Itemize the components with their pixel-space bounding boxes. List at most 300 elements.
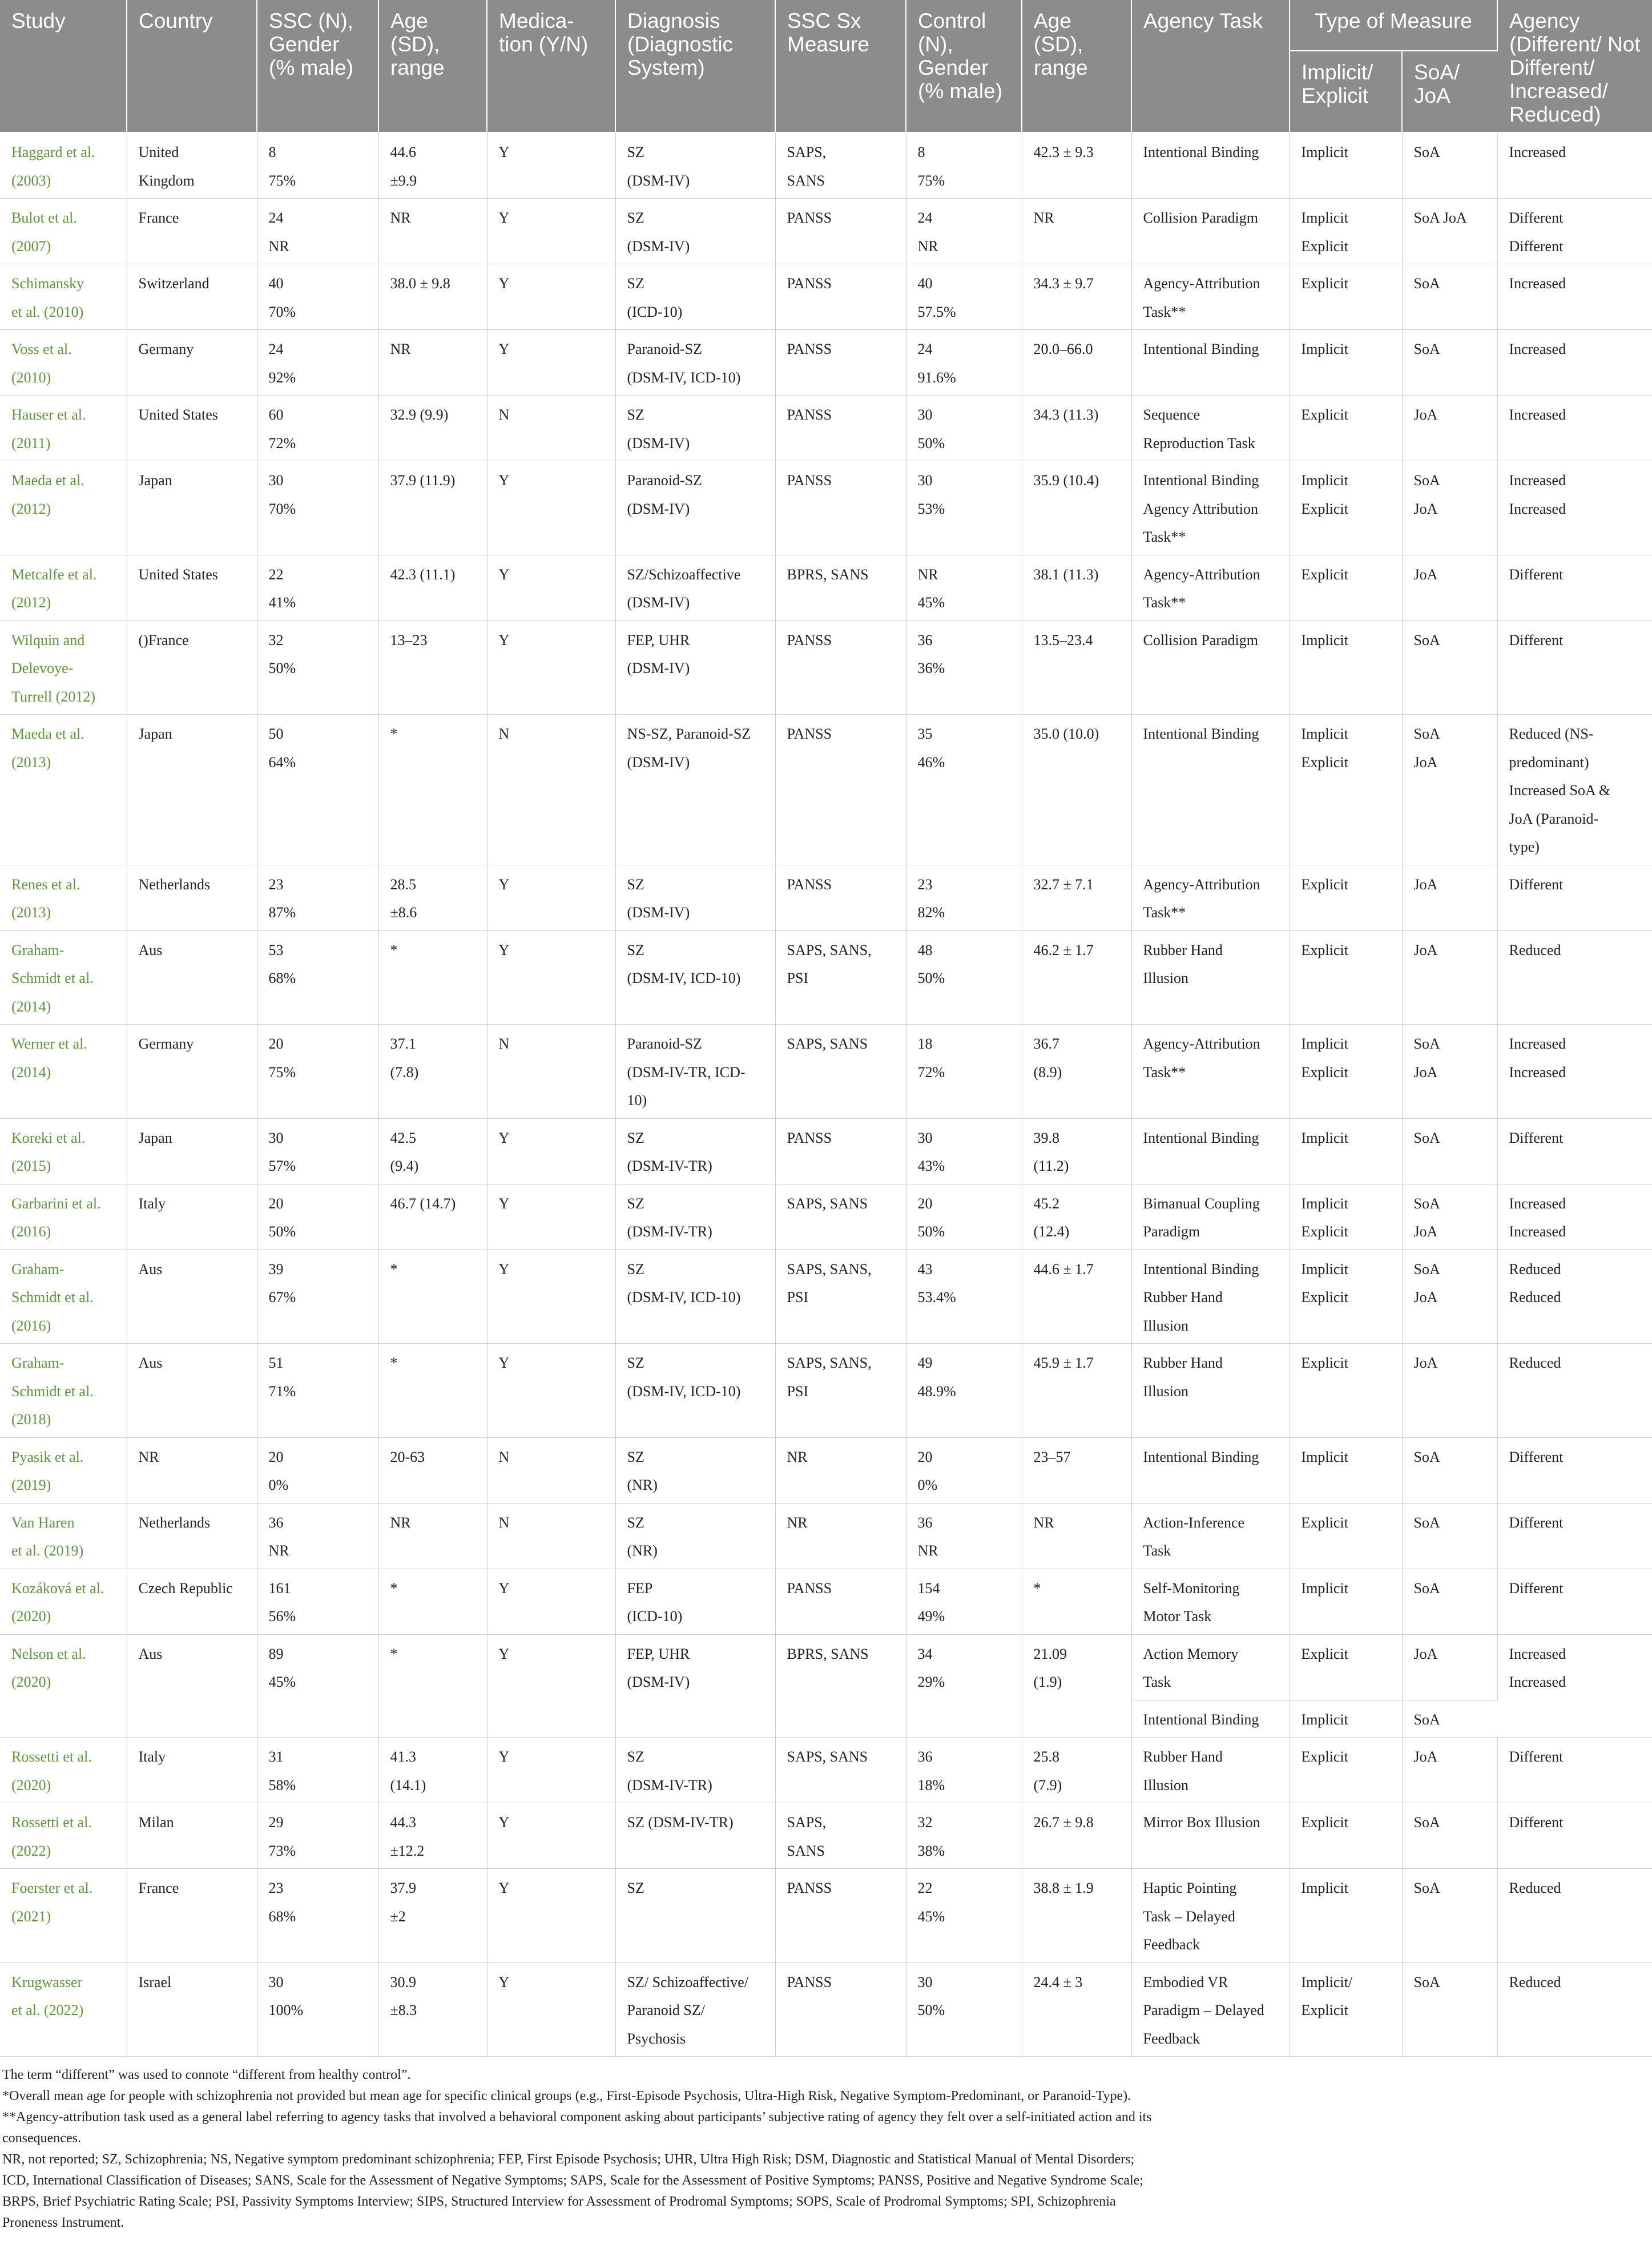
header-medication: Medica-tion (Y/N)	[487, 0, 615, 132]
cell-diagnosis: SZ (DSM-IV)	[615, 132, 775, 199]
cell-soa-joa: JoA	[1402, 396, 1497, 461]
cell-medication: N	[487, 1025, 615, 1119]
cell-age: 13–23	[378, 620, 487, 715]
table-row	[0, 555, 1652, 620]
cell-implicit-explicit: Implicit	[1290, 1869, 1402, 1963]
cell-control-age: 23–57	[1022, 1437, 1131, 1503]
cell-agency: Different	[1497, 620, 1652, 715]
cell-soa-joa: SoA JoA	[1402, 1025, 1497, 1119]
cell-control-age: 39.8 (11.2)	[1022, 1118, 1131, 1184]
cell-control: 49 48.9%	[906, 1344, 1022, 1438]
cell-control-age: 36.7 (8.9)	[1022, 1025, 1131, 1119]
table-row	[0, 715, 1652, 865]
cell-medication: Y	[487, 1962, 615, 2057]
table-row	[0, 396, 1652, 461]
cell-agency: Reduced	[1497, 1869, 1652, 1963]
cell-country: Italy	[127, 1184, 257, 1250]
cell-age: *	[378, 1569, 487, 1634]
cell-agency: Different	[1497, 1569, 1652, 1634]
cell-medication: Y	[487, 1569, 615, 1634]
table-footnotes	[0, 2057, 1167, 2234]
cell-soa-joa: SoA JoA	[1402, 1250, 1497, 1344]
cell-soa-joa: SoA JoA	[1402, 461, 1497, 555]
cell-control: 24 NR	[906, 199, 1022, 264]
cell-sx-measure: SAPS, SANS	[775, 1803, 906, 1869]
cell-age: *	[378, 1344, 487, 1438]
cell-agency: Reduced	[1497, 1962, 1652, 2057]
cell-study: Kozáková et al. (2020)	[0, 1569, 127, 1634]
cell-sx-measure: PANSS	[775, 461, 906, 555]
cell-ssc: 23 87%	[257, 865, 378, 930]
cell-agency-task: Agency-Attribution Task**	[1131, 865, 1290, 930]
cell-soa-joa: JoA	[1402, 555, 1497, 620]
cell-agency: Increased Increased	[1497, 1025, 1652, 1119]
cell-diagnosis: SZ (DSM-IV-TR)	[615, 1803, 775, 1869]
table-row	[0, 1503, 1652, 1569]
cell-control-age: 45.9 ± 1.7	[1022, 1344, 1131, 1438]
cell-soa-joa: SoA	[1402, 620, 1497, 715]
cell-country: Czech Republic	[127, 1569, 257, 1634]
cell-study: Wilquin and Delevoye- Turrell (2012)	[0, 620, 127, 715]
cell-implicit-explicit: Implicit Explicit	[1290, 199, 1402, 264]
cell-implicit-explicit: Implicit	[1290, 1569, 1402, 1634]
cell-medication: Y	[487, 1803, 615, 1869]
cell-sx-measure: NR	[775, 1437, 906, 1503]
cell-sx-measure: PANSS	[775, 1962, 906, 2057]
cell-age: 42.3 (11.1)	[378, 555, 487, 620]
cell-diagnosis: SZ	[615, 1869, 775, 1963]
cell-control: 40 57.5%	[906, 264, 1022, 330]
cell-medication: N	[487, 1503, 615, 1569]
cell-medication: Y	[487, 1344, 615, 1438]
cell-study: Renes et al. (2013)	[0, 865, 127, 930]
cell-country: France	[127, 1869, 257, 1963]
table-row	[0, 930, 1652, 1025]
cell-soa-joa: SoA	[1402, 1869, 1497, 1963]
cell-control-age: NR	[1022, 1503, 1131, 1569]
cell-control-age: 32.7 ± 7.1	[1022, 865, 1131, 930]
cell-agency-task: Intentional Binding Rubber Hand Illusion	[1131, 1250, 1290, 1344]
cell-country: Germany	[127, 1025, 257, 1119]
cell-agency: Reduced Reduced	[1497, 1250, 1652, 1344]
cell-sx-measure: PANSS	[775, 1569, 906, 1634]
cell-age: *	[378, 1250, 487, 1344]
cell-ssc: 32 50%	[257, 620, 378, 715]
cell-control: 30 53%	[906, 461, 1022, 555]
cell-sx-measure: SAPS, SANS, PSI	[775, 1344, 906, 1438]
cell-country: United Kingdom	[127, 132, 257, 199]
cell-sx-measure: PANSS	[775, 264, 906, 330]
header-country: Country	[127, 0, 257, 132]
cell-soa-joa: SoA	[1402, 132, 1497, 199]
cell-implicit-explicit: Explicit	[1290, 1344, 1402, 1438]
cell-diagnosis: NS-SZ, Paranoid-SZ (DSM-IV)	[615, 715, 775, 865]
cell-agency: Increased Increased	[1497, 1634, 1652, 1738]
cell-soa-joa: JoA	[1402, 930, 1497, 1025]
cell-study: Graham- Schmidt et al. (2016)	[0, 1250, 127, 1344]
cell-study: Garbarini et al. (2016)	[0, 1184, 127, 1250]
header-implicit-explicit: Implicit/ Explicit	[1290, 51, 1402, 132]
cell-agency: Reduced (NS- predominant) Increased SoA & JoA (Paranoid- type)	[1497, 715, 1652, 865]
cell-control: 34 29%	[906, 1634, 1022, 1738]
cell-agency: Increased	[1497, 132, 1652, 199]
cell-control: 35 46%	[906, 715, 1022, 865]
cell-ssc: 23 68%	[257, 1869, 378, 1963]
cell-agency-task: Mirror Box Illusion	[1131, 1803, 1290, 1869]
table-row	[0, 620, 1652, 715]
cell-control: 30 50%	[906, 396, 1022, 461]
cell-study: Rossetti et al. (2020)	[0, 1738, 127, 1803]
cell-country: Aus	[127, 1250, 257, 1344]
cell-ssc: 24 92%	[257, 330, 378, 396]
cell-agency: Increased	[1497, 330, 1652, 396]
footnote: *Overall mean age for people with schizophrenia not provided but mean age for specific clinical groups (e.g., First-Episode Psychosis, Ultra-High Risk, Negative Symptom-Predominant, or Paranoid-Type).	[2, 2089, 1131, 2103]
header-agency: Agency (Different/ Not Different/ Increased/ Reduced)	[1497, 0, 1652, 132]
cell-medication: Y	[487, 132, 615, 199]
cell-control: 36 NR	[906, 1503, 1022, 1569]
cell-agency-task: Intentional Binding	[1131, 1437, 1290, 1503]
cell-agency-task: Collision Paradigm	[1131, 199, 1290, 264]
cell-implicit-explicit: Implicit	[1290, 330, 1402, 396]
cell-control-age: NR	[1022, 199, 1131, 264]
header-type-of-measure: Type of Measure	[1290, 0, 1497, 51]
table-row	[0, 264, 1652, 330]
cell-agency: Different	[1497, 1118, 1652, 1184]
cell-implicit-explicit: Implicit	[1290, 1118, 1402, 1184]
cell-control-age: 35.0 (10.0)	[1022, 715, 1131, 865]
cell-country: United States	[127, 555, 257, 620]
cell-control-age: 38.1 (11.3)	[1022, 555, 1131, 620]
cell-diagnosis: SZ (DSM-IV, ICD-10)	[615, 1250, 775, 1344]
cell-agency-task: Sequence Reproduction Task	[1131, 396, 1290, 461]
cell-control-age: 45.2 (12.4)	[1022, 1184, 1131, 1250]
cell-age: 44.3 ±12.2	[378, 1803, 487, 1869]
cell-agency: Different Different	[1497, 199, 1652, 264]
cell-soa-joa: JoA	[1402, 1344, 1497, 1438]
cell-implicit-explicit: Implicit Explicit	[1290, 461, 1402, 555]
cell-control-age: 46.2 ± 1.7	[1022, 930, 1131, 1025]
cell-control: 20 50%	[906, 1184, 1022, 1250]
table-row	[0, 1869, 1652, 1963]
cell-implicit-explicit: Implicit/ Explicit	[1290, 1962, 1402, 2057]
cell-control-age: 24.4 ± 3	[1022, 1962, 1131, 2057]
cell-agency-task: Intentional Binding	[1131, 330, 1290, 396]
header-ssc: SSC (N), Gender (% male)	[257, 0, 378, 132]
cell-study: Nelson et al. (2020)	[0, 1634, 127, 1738]
cell-control-age: 25.8 (7.9)	[1022, 1738, 1131, 1803]
cell-control-age: 26.7 ± 9.8	[1022, 1803, 1131, 1869]
cell-agency: Different	[1497, 1503, 1652, 1569]
cell-control: 43 53.4%	[906, 1250, 1022, 1344]
cell-control-age: 35.9 (10.4)	[1022, 461, 1131, 555]
cell-ssc: 20 50%	[257, 1184, 378, 1250]
cell-age: NR	[378, 1503, 487, 1569]
cell-agency: Different	[1497, 1437, 1652, 1503]
cell-age: NR	[378, 330, 487, 396]
cell-agency: Increased	[1497, 264, 1652, 330]
cell-implicit-explicit: Implicit Explicit	[1290, 1250, 1402, 1344]
cell-age: 28.5 ±8.6	[378, 865, 487, 930]
cell-control: 36 36%	[906, 620, 1022, 715]
cell-country: Aus	[127, 930, 257, 1025]
cell-control-age: 21.09 (1.9)	[1022, 1634, 1131, 1738]
cell-age: 38.0 ± 9.8	[378, 264, 487, 330]
cell-sx-measure: PANSS	[775, 620, 906, 715]
cell-diagnosis: FEP (ICD-10)	[615, 1569, 775, 1634]
cell-ssc: 22 41%	[257, 555, 378, 620]
cell-agency: Increased Increased	[1497, 461, 1652, 555]
cell-ssc: 89 45%	[257, 1634, 378, 1738]
cell-diagnosis: SZ (NR)	[615, 1503, 775, 1569]
cell-country: Aus	[127, 1344, 257, 1438]
cell-study: Foerster et al. (2021)	[0, 1869, 127, 1963]
cell-control: 8 75%	[906, 132, 1022, 199]
cell-control: 20 0%	[906, 1437, 1022, 1503]
table-row	[0, 1184, 1652, 1250]
cell-agency: Different	[1497, 555, 1652, 620]
cell-control: 48 50%	[906, 930, 1022, 1025]
cell-soa-joa: JoA	[1402, 865, 1497, 930]
cell-sx-measure: BPRS, SANS	[775, 1634, 906, 1738]
cell-ssc: 20 75%	[257, 1025, 378, 1119]
cell-ssc: 8 75%	[257, 132, 378, 199]
cell-implicit-explicit: Implicit	[1290, 1700, 1402, 1738]
cell-diagnosis: SZ (DSM-IV)	[615, 396, 775, 461]
cell-control-age: 20.0–66.0	[1022, 330, 1131, 396]
cell-agency: Different	[1497, 1803, 1652, 1869]
cell-agency-task: Rubber Hand Illusion	[1131, 1738, 1290, 1803]
cell-diagnosis: SZ (DSM-IV-TR)	[615, 1118, 775, 1184]
table-row	[0, 1437, 1652, 1503]
cell-medication: Y	[487, 1869, 615, 1963]
cell-medication: Y	[487, 930, 615, 1025]
cell-implicit-explicit: Explicit	[1290, 1738, 1402, 1803]
cell-country: Italy	[127, 1738, 257, 1803]
cell-study: Krugwasser et al. (2022)	[0, 1962, 127, 2057]
cell-implicit-explicit: Explicit	[1290, 396, 1402, 461]
cell-country: Israel	[127, 1962, 257, 2057]
cell-ssc: 60 72%	[257, 396, 378, 461]
cell-age: *	[378, 1634, 487, 1738]
cell-agency-task: Action Memory Task	[1131, 1634, 1290, 1700]
cell-ssc: 30 70%	[257, 461, 378, 555]
cell-diagnosis: SZ (DSM-IV, ICD-10)	[615, 930, 775, 1025]
cell-soa-joa: SoA	[1402, 330, 1497, 396]
cell-sx-measure: NR	[775, 1503, 906, 1569]
cell-sx-measure: SAPS, SANS, PSI	[775, 1250, 906, 1344]
cell-control-age: 44.6 ± 1.7	[1022, 1250, 1131, 1344]
cell-sx-measure: PANSS	[775, 1869, 906, 1963]
cell-ssc: 20 0%	[257, 1437, 378, 1503]
cell-study: Werner et al. (2014)	[0, 1025, 127, 1119]
table-row	[0, 1250, 1652, 1344]
cell-study: Maeda et al. (2012)	[0, 461, 127, 555]
cell-age: 41.3 (14.1)	[378, 1738, 487, 1803]
cell-diagnosis: SZ/ Schizoaffective/ Paranoid SZ/ Psychosis	[615, 1962, 775, 2057]
cell-implicit-explicit: Explicit	[1290, 930, 1402, 1025]
cell-study: Pyasik et al. (2019)	[0, 1437, 127, 1503]
cell-study: Haggard et al. (2003)	[0, 132, 127, 199]
cell-soa-joa: JoA	[1402, 1634, 1497, 1700]
cell-country: Germany	[127, 330, 257, 396]
table-row	[0, 865, 1652, 930]
cell-agency-task: Action-Inference Task	[1131, 1503, 1290, 1569]
cell-medication: Y	[487, 555, 615, 620]
cell-medication: Y	[487, 199, 615, 264]
cell-agency: Reduced	[1497, 1344, 1652, 1438]
cell-diagnosis: SZ (ICD-10)	[615, 264, 775, 330]
cell-sx-measure: SAPS, SANS	[775, 1184, 906, 1250]
cell-country: Milan	[127, 1803, 257, 1869]
cell-sx-measure: SAPS, SANS	[775, 1738, 906, 1803]
cell-agency-task: Collision Paradigm	[1131, 620, 1290, 715]
cell-control: 23 82%	[906, 865, 1022, 930]
cell-control: NR 45%	[906, 555, 1022, 620]
cell-control: 30 50%	[906, 1962, 1022, 2057]
cell-study: Schimansky et al. (2010)	[0, 264, 127, 330]
table-row	[0, 1025, 1652, 1119]
cell-medication: Y	[487, 865, 615, 930]
cell-study: Rossetti et al. (2022)	[0, 1803, 127, 1869]
table-row	[0, 1118, 1652, 1184]
cell-agency-task: Rubber Hand Illusion	[1131, 1344, 1290, 1438]
cell-age: 32.9 (9.9)	[378, 396, 487, 461]
cell-medication: Y	[487, 264, 615, 330]
cell-ssc: 53 68%	[257, 930, 378, 1025]
cell-implicit-explicit: Implicit	[1290, 132, 1402, 199]
cell-control: 18 72%	[906, 1025, 1022, 1119]
cell-country: Netherlands	[127, 865, 257, 930]
cell-control: 22 45%	[906, 1869, 1022, 1963]
cell-implicit-explicit: Explicit	[1290, 1803, 1402, 1869]
cell-country: Japan	[127, 715, 257, 865]
cell-agency-task: Agency-Attribution Task**	[1131, 555, 1290, 620]
cell-study: Van Haren et al. (2019)	[0, 1503, 127, 1569]
cell-study: Voss et al. (2010)	[0, 330, 127, 396]
cell-diagnosis: Paranoid-SZ (DSM-IV-TR, ICD- 10)	[615, 1025, 775, 1119]
cell-country: Japan	[127, 461, 257, 555]
header-control-age: Age (SD), range	[1022, 0, 1131, 132]
cell-sx-measure: SAPS, SANS	[775, 1025, 906, 1119]
cell-agency: Increased	[1497, 396, 1652, 461]
cell-soa-joa: SoA	[1402, 264, 1497, 330]
cell-study: Hauser et al. (2011)	[0, 396, 127, 461]
cell-agency-task: Agency-Attribution Task**	[1131, 1025, 1290, 1119]
cell-medication: Y	[487, 620, 615, 715]
header-sx-measure: SSC Sx Measure	[775, 0, 906, 132]
cell-diagnosis: SZ (DSM-IV)	[615, 199, 775, 264]
cell-diagnosis: SZ (DSM-IV-TR)	[615, 1184, 775, 1250]
cell-study: Maeda et al. (2013)	[0, 715, 127, 865]
cell-diagnosis: Paranoid-SZ (DSM-IV)	[615, 461, 775, 555]
cell-age: 37.1 (7.8)	[378, 1025, 487, 1119]
cell-agency: Increased Increased	[1497, 1184, 1652, 1250]
cell-sx-measure: PANSS	[775, 715, 906, 865]
cell-ssc: 50 64%	[257, 715, 378, 865]
cell-soa-joa: SoA JoA	[1402, 715, 1497, 865]
cell-country: NR	[127, 1437, 257, 1503]
cell-diagnosis: FEP, UHR (DSM-IV)	[615, 620, 775, 715]
cell-implicit-explicit: Implicit Explicit	[1290, 1025, 1402, 1119]
cell-control: 24 91.6%	[906, 330, 1022, 396]
cell-implicit-explicit: Implicit	[1290, 620, 1402, 715]
header-study: Study	[0, 0, 127, 132]
footnote: NR, not reported; SZ, Schizophrenia; NS, Negative symptom predominant schizophrenia; FEP, First Episode Psychosis; UHR, Ultra High Risk; DSM, Diagnostic and Statistical Manual of Mental Disorders; ICD, International Classification of Diseases; SANS, Scale for the Assessment of Negative Symptoms; SAPS, Scale for the Assessment of Positive Symptoms; PANSS, Positive and Negative Syndrome Scale; BRPS, Brief Psychiatric Rating Scale; PSI, Passivity Symptoms Interview; SIPS, Structured Interview for Assessment of Prodromal Symptoms; SOPS, Scale of Prodromal Symptoms; SPI, Schizophrenia Proneness Instrument.	[2, 2152, 1143, 2230]
cell-soa-joa: SoA	[1402, 1803, 1497, 1869]
cell-agency-task: Intentional Binding	[1131, 1118, 1290, 1184]
cell-diagnosis: SZ (DSM-IV)	[615, 865, 775, 930]
cell-soa-joa: SoA	[1402, 1700, 1497, 1738]
cell-ssc: 39 67%	[257, 1250, 378, 1344]
cell-agency-task: Intentional Binding	[1131, 1700, 1290, 1738]
cell-control-age: 38.8 ± 1.9	[1022, 1869, 1131, 1963]
cell-medication: Y	[487, 1634, 615, 1738]
cell-soa-joa: SoA JoA	[1402, 199, 1497, 264]
cell-sx-measure: PANSS	[775, 1118, 906, 1184]
cell-implicit-explicit: Explicit	[1290, 1634, 1402, 1700]
cell-sx-measure: SAPS, SANS	[775, 132, 906, 199]
cell-sx-measure: BPRS, SANS	[775, 555, 906, 620]
table-row	[0, 330, 1652, 396]
cell-ssc: 161 56%	[257, 1569, 378, 1634]
cell-implicit-explicit: Implicit Explicit	[1290, 715, 1402, 865]
table-row	[0, 199, 1652, 264]
cell-age: 37.9 ±2	[378, 1869, 487, 1963]
table-row	[0, 1803, 1652, 1869]
cell-country: France	[127, 199, 257, 264]
cell-medication: Y	[487, 1738, 615, 1803]
cell-diagnosis: SZ (NR)	[615, 1437, 775, 1503]
cell-age: *	[378, 715, 487, 865]
cell-study: Bulot et al. (2007)	[0, 199, 127, 264]
cell-country: ()France	[127, 620, 257, 715]
cell-soa-joa: SoA JoA	[1402, 1184, 1497, 1250]
cell-ssc: 36 NR	[257, 1503, 378, 1569]
cell-age: NR	[378, 199, 487, 264]
cell-country: Switzerland	[127, 264, 257, 330]
table-row	[0, 132, 1652, 199]
cell-sx-measure: PANSS	[775, 199, 906, 264]
cell-implicit-explicit: Implicit	[1290, 1437, 1402, 1503]
cell-age: 44.6 ±9.9	[378, 132, 487, 199]
cell-ssc: 29 73%	[257, 1803, 378, 1869]
cell-agency-task: Intentional Binding Agency Attribution Task**	[1131, 461, 1290, 555]
cell-age: 30.9 ±8.3	[378, 1962, 487, 2057]
cell-country: Aus	[127, 1634, 257, 1738]
cell-study: Koreki et al. (2015)	[0, 1118, 127, 1184]
cell-age: 42.5 (9.4)	[378, 1118, 487, 1184]
table-row	[0, 1738, 1652, 1803]
cell-agency-task: Self-Monitoring Motor Task	[1131, 1569, 1290, 1634]
table-row	[0, 1634, 1652, 1700]
cell-diagnosis: Paranoid-SZ (DSM-IV, ICD-10)	[615, 330, 775, 396]
table-row	[0, 1569, 1652, 1634]
cell-sx-measure: PANSS	[775, 865, 906, 930]
cell-age: 20-63	[378, 1437, 487, 1503]
cell-study: Metcalfe et al. (2012)	[0, 555, 127, 620]
cell-control-age: 42.3 ± 9.3	[1022, 132, 1131, 199]
table-body	[0, 132, 1652, 2057]
cell-sx-measure: SAPS, SANS, PSI	[775, 930, 906, 1025]
cell-agency-task: Haptic Pointing Task – Delayed Feedback	[1131, 1869, 1290, 1963]
cell-medication: Y	[487, 1184, 615, 1250]
cell-diagnosis: SZ/Schizoaffective (DSM-IV)	[615, 555, 775, 620]
cell-country: Japan	[127, 1118, 257, 1184]
cell-country: Netherlands	[127, 1503, 257, 1569]
cell-medication: Y	[487, 330, 615, 396]
cell-agency-task: Intentional Binding	[1131, 715, 1290, 865]
cell-country: United States	[127, 396, 257, 461]
